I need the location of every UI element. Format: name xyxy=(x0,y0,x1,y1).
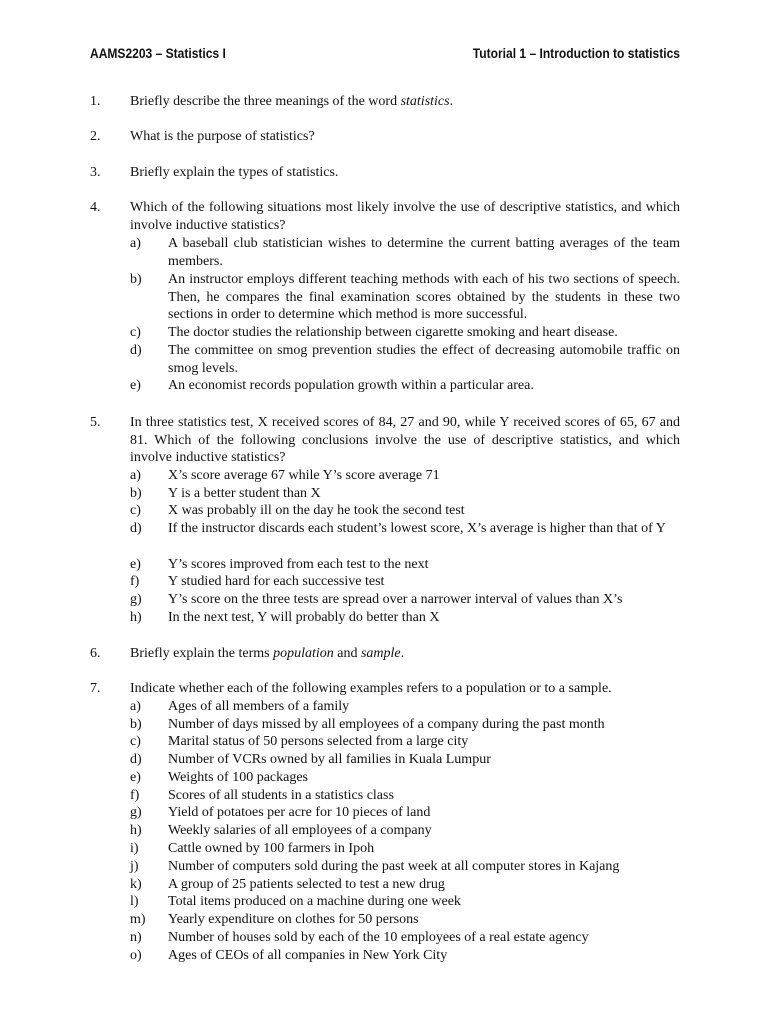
question-number: 2. xyxy=(90,129,101,144)
tutorial-title: Tutorial 1 – Introduction to statistics xyxy=(472,45,680,61)
question-number: 5. xyxy=(90,415,101,430)
question-number: 4. xyxy=(90,200,101,215)
question-text: What is the purpose of statistics? xyxy=(130,129,315,144)
question-number: 6. xyxy=(90,646,101,661)
question-text: Briefly explain the types of statistics. xyxy=(130,165,339,180)
question-number: 7. xyxy=(90,681,101,696)
question-text: Briefly explain the terms population and sample. xyxy=(130,646,405,661)
question-text: In three statistics test, X received scores of 84, 27 and 90, while Y received scores of 65, 67 and 81. Which of the following conclusions involve the use of descriptive statistics, and which involve inductive statistics? xyxy=(130,415,680,466)
question-number: 1. xyxy=(90,94,101,109)
question-text: Indicate whether each of the following examples refers to a population or to a sample. xyxy=(130,681,612,696)
question-number: 3. xyxy=(90,165,101,180)
question-text: Briefly describe the three meanings of the word statistics. xyxy=(130,94,454,109)
question-text: Which of the following situations most likely involve the use of descriptive statistics, and which involve inductive statistics? xyxy=(130,200,680,233)
tutorial-page: AAMS2203 – Statistics I Tutorial 1 – Introduction to statistics 1. Briefly describe the three meanings of the word statistics. 2. What is the purpose of statistics? 3. Briefly explain the types of statistics. 4. Which of the following situations most likely involve the use of descriptive statistics, and which involve inductive statistics? a) A baseball club statistician wishes to determine the current batting averages of the team members. b) An instructor employs different teaching methods with each of his two sections of speech. Then, he compares the final examination scores obtained by the students in these two sections in order to determine which method is more successful. c) The doctor studies the relationship between cigarette smoking and heart disease. d) The committee on smog prevention studies the effect of decreasing automobile traffic on smog levels. e) An economist records population growth within a particular area. 5. In three statistics test, X received scores of 84, 27 and 90, while Y received scores of 65, 67 and 81. Which of the following conclusions involve the use of descriptive statistics, and which involve inductive statistics? a) X’s score average 67 while Y’s score average 71 b) Y is a better student than X c) X was probably ill on the day he took the second test d) If the instructor discards each student’s lowest score, X’s average is higher than that of Y e) Y’s scores improved from each test to the next f) Y studied hard for each successive test g) Y’s score on the three tests are spread over a narrower interval of values than X’s h) In the next test, Y will probably do better than X 6. Briefly explain the terms population and sample. 7. Indicate whether each of the following examples refers to a population or to a sample. a) Ages of all members of a family b) Number of days missed by all employees of a company during the past month c) Marital status of 50 persons selected from a large city d) Number of VCRs owned by all families in Kuala Lumpur e) Weights of 100 packages f) Scores of all students in a statistics class g) Yield of potatoes per acre for 10 pieces of land h) Weekly salaries of all employees of a company i) Cattle owned by 100 farmers in Ipoh j) Number of computers sold during the past week at all computer stores in Kajang k) A group of 25 patients selected to test a new drug l) Total items produced on a machine during one week m) Yearly expenditure on clothes for 50 persons n) Number of houses sold by each of the 10 employees of a real estate agency o) Ages of CEOs of all companies in New York City xyxy=(90,45,680,963)
course-title: AAMS2203 – Statistics I xyxy=(90,45,226,61)
